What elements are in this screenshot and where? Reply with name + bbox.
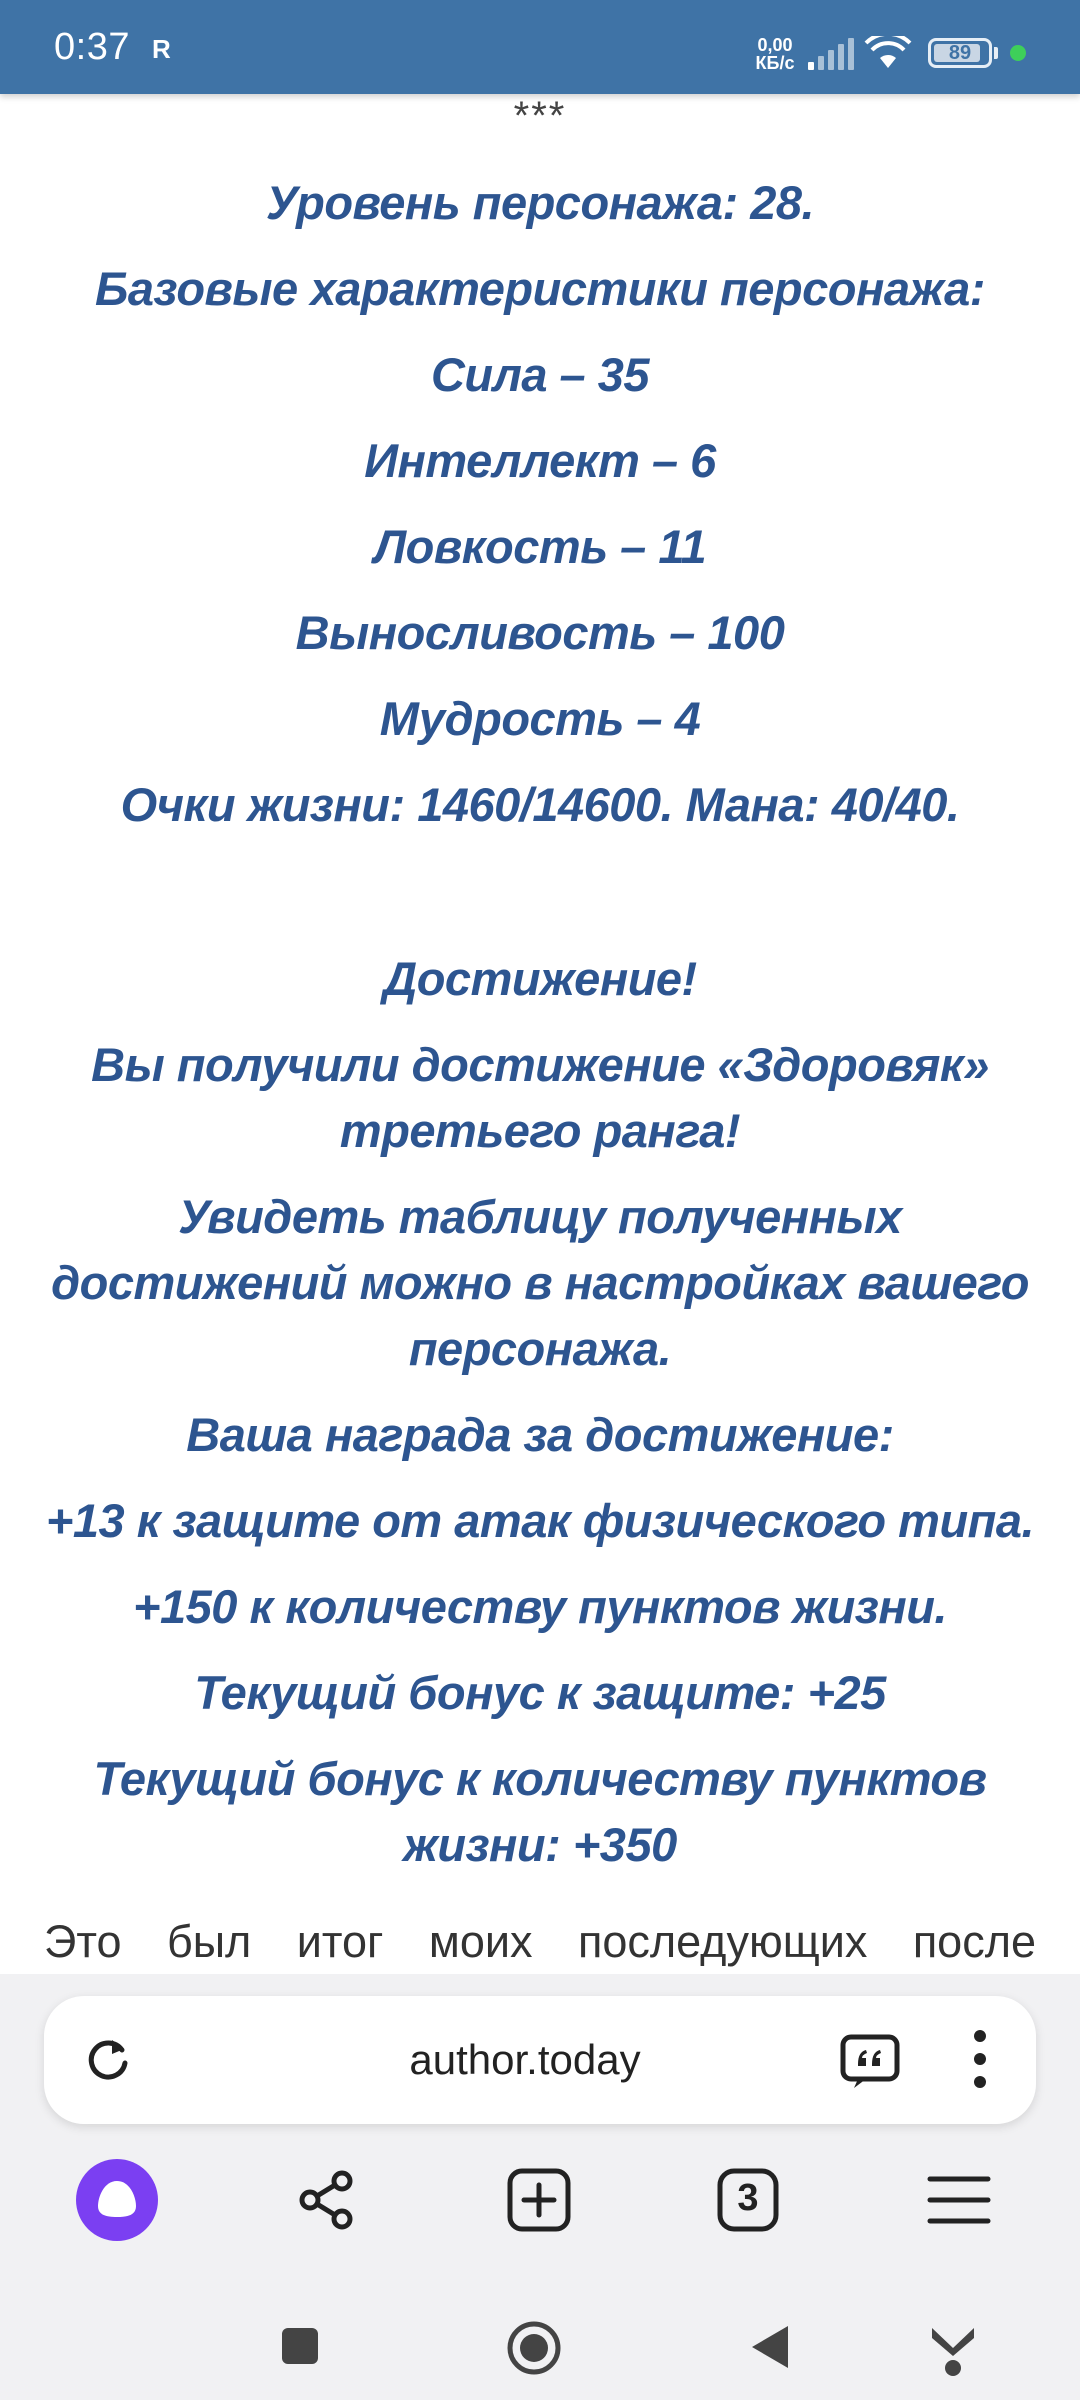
wifi-icon — [864, 36, 912, 70]
reward-defense-line: +13 к защите от атак физического типа. — [45, 1494, 1035, 1547]
plus-square-icon[interactable] — [506, 2167, 572, 2233]
share-icon[interactable] — [296, 2169, 358, 2231]
url-text[interactable]: author.today — [409, 2036, 641, 2083]
current-defense-line: Текущий бонус к защите: +25 — [194, 1666, 886, 1719]
achievement-received-line: Вы получили достижение «Здоровяк» третьего ранга! — [91, 1038, 989, 1157]
download-arrow-icon[interactable] — [928, 2320, 978, 2378]
home-circle-icon[interactable] — [506, 2320, 562, 2376]
stop-square-icon[interactable] — [278, 2324, 322, 2368]
achievement-table-line: Увидеть таблицу полученных достижений можно в настройках вашего персонажа. — [51, 1190, 1029, 1375]
system-navigation-bar — [0, 2314, 1080, 2394]
current-hp-line: Текущий бонус к количеству пунктов жизни: +350 — [93, 1752, 987, 1871]
hp-mana-line: Очки жизни: 1460/14600. Мана: 40/40. — [120, 778, 960, 831]
article-body-text: Это был итог моих последующих после — [44, 1916, 1036, 1967]
battery-level: 89 — [948, 42, 972, 64]
tabs-count: 3 — [737, 2177, 759, 2219]
achievement-block — [40, 946, 1040, 1878]
status-bar — [0, 0, 1080, 94]
strength-line: Сила – 35 — [430, 348, 650, 401]
section-separator: *** — [513, 94, 567, 138]
app-indicator-icon: R — [152, 34, 171, 64]
signal-icon — [806, 38, 854, 72]
status-time: 0:37 — [54, 26, 130, 68]
agility-line: Ловкость – 11 — [373, 520, 707, 573]
reward-title-line: Ваша награда за достижение: — [186, 1408, 894, 1461]
wisdom-line: Мудрость – 4 — [379, 692, 701, 745]
address-bar[interactable] — [44, 1996, 1036, 2124]
browser-toolbar — [0, 2159, 1080, 2259]
endurance-line: Выносливость – 100 — [295, 606, 785, 659]
hamburger-menu-icon[interactable] — [926, 2173, 992, 2227]
level-line: Уровень персонажа: 28. — [265, 176, 815, 229]
battery-icon — [928, 38, 992, 68]
achievement-title: Достижение! — [383, 952, 697, 1005]
quote-icon[interactable] — [840, 2034, 900, 2090]
back-triangle-icon[interactable] — [748, 2322, 792, 2372]
reward-hp-line: +150 к количеству пунктов жизни. — [133, 1580, 947, 1633]
intellect-line: Интеллект – 6 — [364, 434, 716, 487]
alice-assistant-icon[interactable] — [76, 2159, 158, 2241]
network-speed-value: 0,00 — [757, 35, 793, 55]
network-speed-unit: КБ/с — [755, 53, 795, 73]
browser-bottom-panel — [0, 1974, 1080, 2400]
article-content[interactable] — [0, 94, 1080, 1974]
base-stats-line: Базовые характеристики персонажа: — [95, 262, 985, 315]
network-speed — [752, 36, 798, 72]
system-message-block — [40, 170, 1040, 838]
tabs-counter-icon[interactable] — [716, 2167, 780, 2233]
battery-tip — [994, 47, 998, 59]
privacy-indicator-dot — [1010, 45, 1026, 61]
reload-icon[interactable] — [82, 2034, 134, 2086]
kebab-menu-icon[interactable] — [962, 2026, 998, 2092]
